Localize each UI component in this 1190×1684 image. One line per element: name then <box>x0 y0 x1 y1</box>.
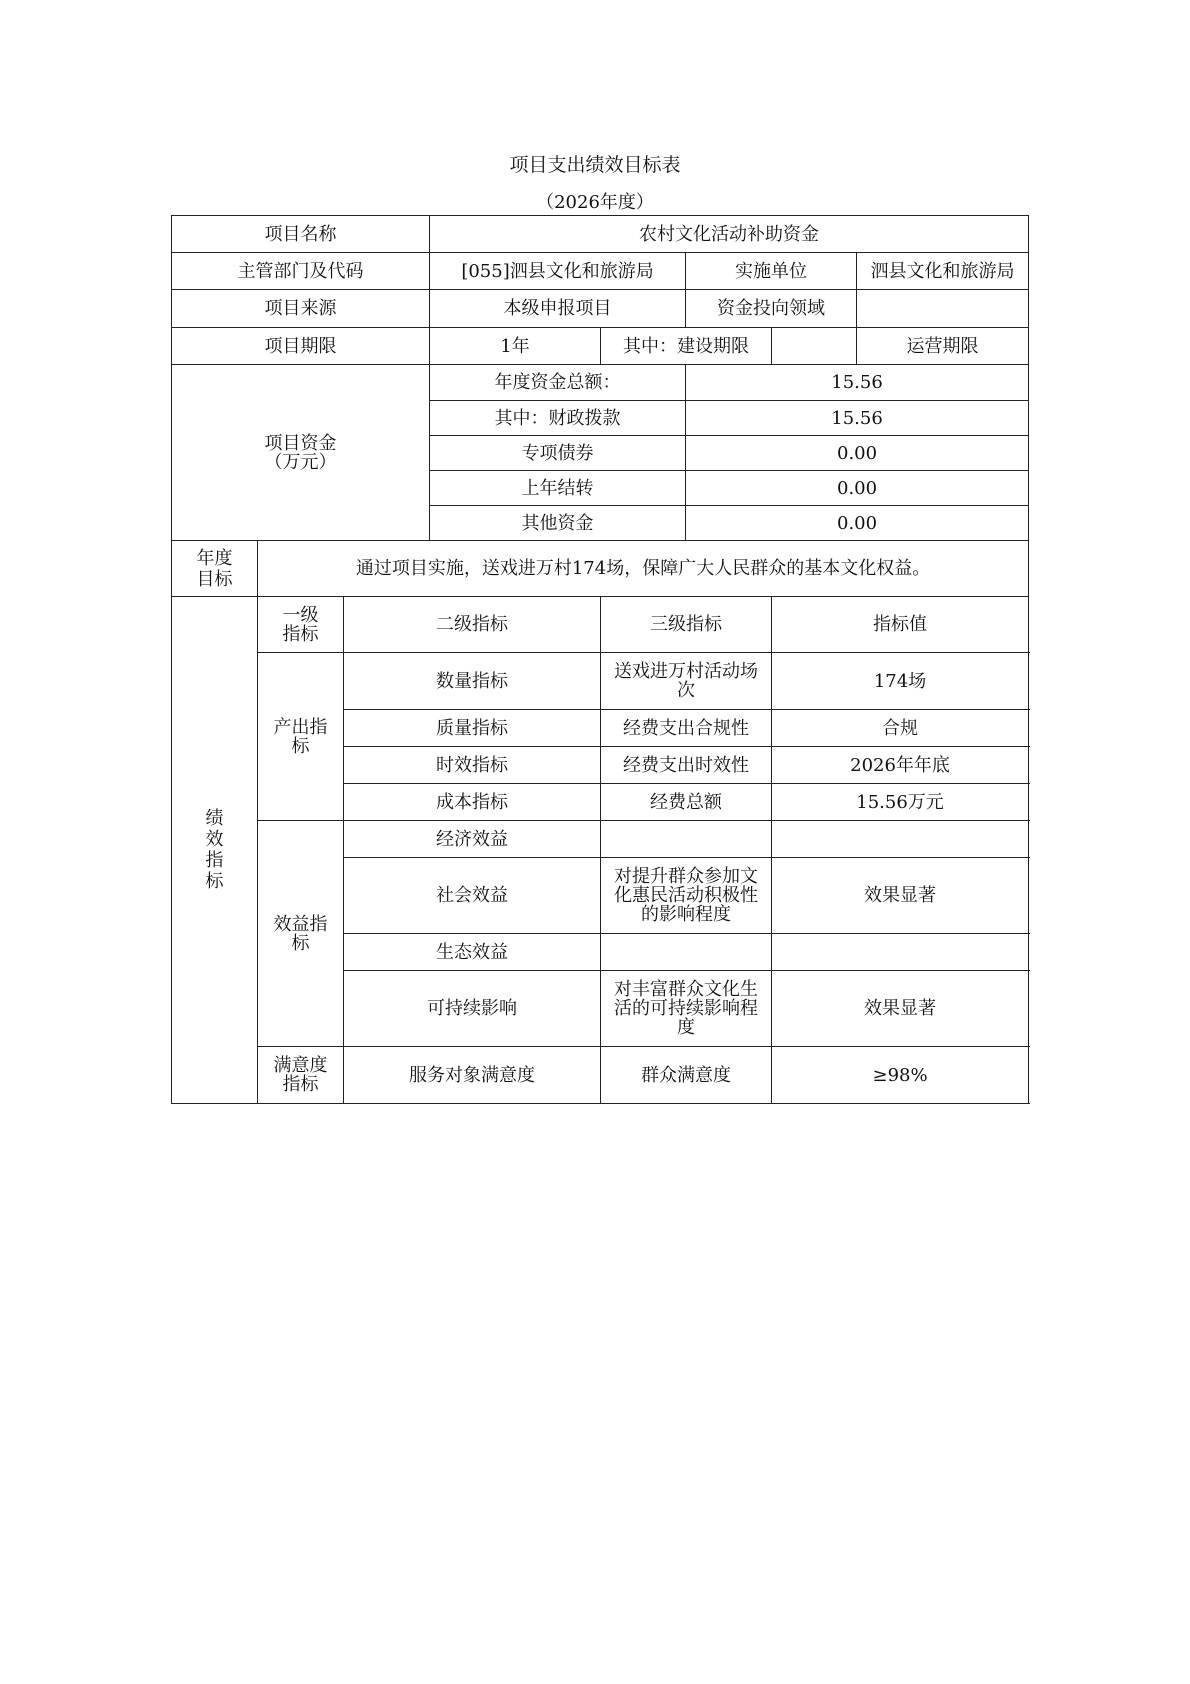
fund-item-label: 其中：财政拨款 <box>430 401 686 436</box>
indicator-value: 174场 <box>772 653 1029 710</box>
project-period-label: 项目期限 <box>172 328 430 365</box>
project-name-row <box>172 216 1029 253</box>
level2-indicator: 可持续影响 <box>344 971 601 1047</box>
fund-field-label: 资金投向领域 <box>686 290 857 328</box>
performance-indicator-label <box>172 597 258 1104</box>
level3-indicator: 群众满意度 <box>601 1047 772 1104</box>
header-level2: 二级指标 <box>344 597 601 653</box>
benefit-indicator-row <box>172 821 1029 858</box>
level2-indicator: 经济效益 <box>344 821 601 858</box>
fund-item-value: 0.00 <box>686 436 1029 471</box>
project-source-label: 项目来源 <box>172 290 430 328</box>
output-indicator-row <box>172 653 1029 710</box>
level3-indicator: 送戏进万村活动场次 <box>601 653 772 710</box>
level3-indicator: 对丰富群众文化生活的可持续影响程度 <box>601 971 772 1047</box>
indicator-value: 效果显著 <box>772 971 1029 1047</box>
indicator-value <box>772 934 1029 971</box>
annual-goal-label <box>172 541 258 597</box>
level2-indicator: 成本指标 <box>344 784 601 821</box>
department-row <box>172 253 1029 290</box>
level2-indicator: 时效指标 <box>344 747 601 784</box>
header-level1: 一级指标 <box>258 597 344 653</box>
fund-item-label: 上年结转 <box>430 471 686 506</box>
indicator-value: ≥98% <box>772 1047 1029 1104</box>
indicator-value: 2026年年底 <box>772 747 1029 784</box>
period-row <box>172 328 1029 365</box>
satisfaction-indicator-label: 满意度指标 <box>258 1047 344 1104</box>
table-year: （2026年度） <box>536 192 654 213</box>
fund-item-label: 其他资金 <box>430 506 686 541</box>
build-period-label: 其中：建设期限 <box>601 328 772 365</box>
level3-indicator: 对提升群众参加文化惠民活动积极性的影响程度 <box>601 858 772 934</box>
project-funds-label <box>172 365 430 541</box>
performance-indicator-label-text: 绩效指标 <box>205 808 224 892</box>
level2-indicator: 质量指标 <box>344 710 601 747</box>
table-title: 项目支出绩效目标表 <box>509 154 681 176</box>
level3-indicator <box>601 934 772 971</box>
fund-item-label: 年度资金总额： <box>430 365 686 401</box>
fund-item-value: 0.00 <box>686 506 1029 541</box>
build-period-value <box>772 328 857 365</box>
benefit-indicator-label: 效益指标 <box>258 821 344 1047</box>
level3-indicator <box>601 821 772 858</box>
implementing-unit-value: 泗县文化和旅游局 <box>857 253 1029 290</box>
indicator-value <box>772 821 1029 858</box>
level3-indicator: 经费支出时效性 <box>601 747 772 784</box>
satisfaction-indicator-row <box>172 1047 1029 1104</box>
funds-label-line1: 项目资金 <box>264 432 337 454</box>
fund-row <box>172 365 1029 401</box>
level2-indicator: 服务对象满意度 <box>344 1047 601 1104</box>
fund-item-label: 专项债券 <box>430 436 686 471</box>
annual-goal-row <box>172 541 1029 597</box>
fund-field-value <box>857 290 1029 328</box>
level3-indicator: 经费总额 <box>601 784 772 821</box>
fund-item-value: 15.56 <box>686 365 1029 401</box>
department-label: 主管部门及代码 <box>172 253 430 290</box>
header-value: 指标值 <box>772 597 1029 653</box>
fund-item-value: 0.00 <box>686 471 1029 506</box>
project-period-value: 1年 <box>430 328 601 365</box>
operation-period-label: 运营期限 <box>857 328 1029 365</box>
department-value: [055]泗县文化和旅游局 <box>430 253 686 290</box>
funds-label-line2: （万元） <box>264 451 337 473</box>
project-source-value: 本级申报项目 <box>430 290 686 328</box>
annual-goal-text: 通过项目实施，送戏进万村174场，保障广大人民群众的基本文化权益。 <box>258 541 1029 597</box>
header-level3: 三级指标 <box>601 597 772 653</box>
level2-indicator: 数量指标 <box>344 653 601 710</box>
level2-indicator: 生态效益 <box>344 934 601 971</box>
indicator-value: 15.56万元 <box>772 784 1029 821</box>
indicator-value: 合规 <box>772 710 1029 747</box>
level3-indicator: 经费支出合规性 <box>601 710 772 747</box>
indicator-header-row <box>172 597 1029 653</box>
indicator-value: 效果显著 <box>772 858 1029 934</box>
fund-item-value: 15.56 <box>686 401 1029 436</box>
project-name-label: 项目名称 <box>172 216 430 253</box>
performance-target-table <box>171 215 1029 1104</box>
source-row <box>172 290 1029 328</box>
project-name-value: 农村文化活动补助资金 <box>430 216 1029 253</box>
output-indicator-label: 产出指标 <box>258 653 344 821</box>
annual-goal-label-text: 年度目标 <box>196 547 233 590</box>
level2-indicator: 社会效益 <box>344 858 601 934</box>
implementing-unit-label: 实施单位 <box>686 253 857 290</box>
